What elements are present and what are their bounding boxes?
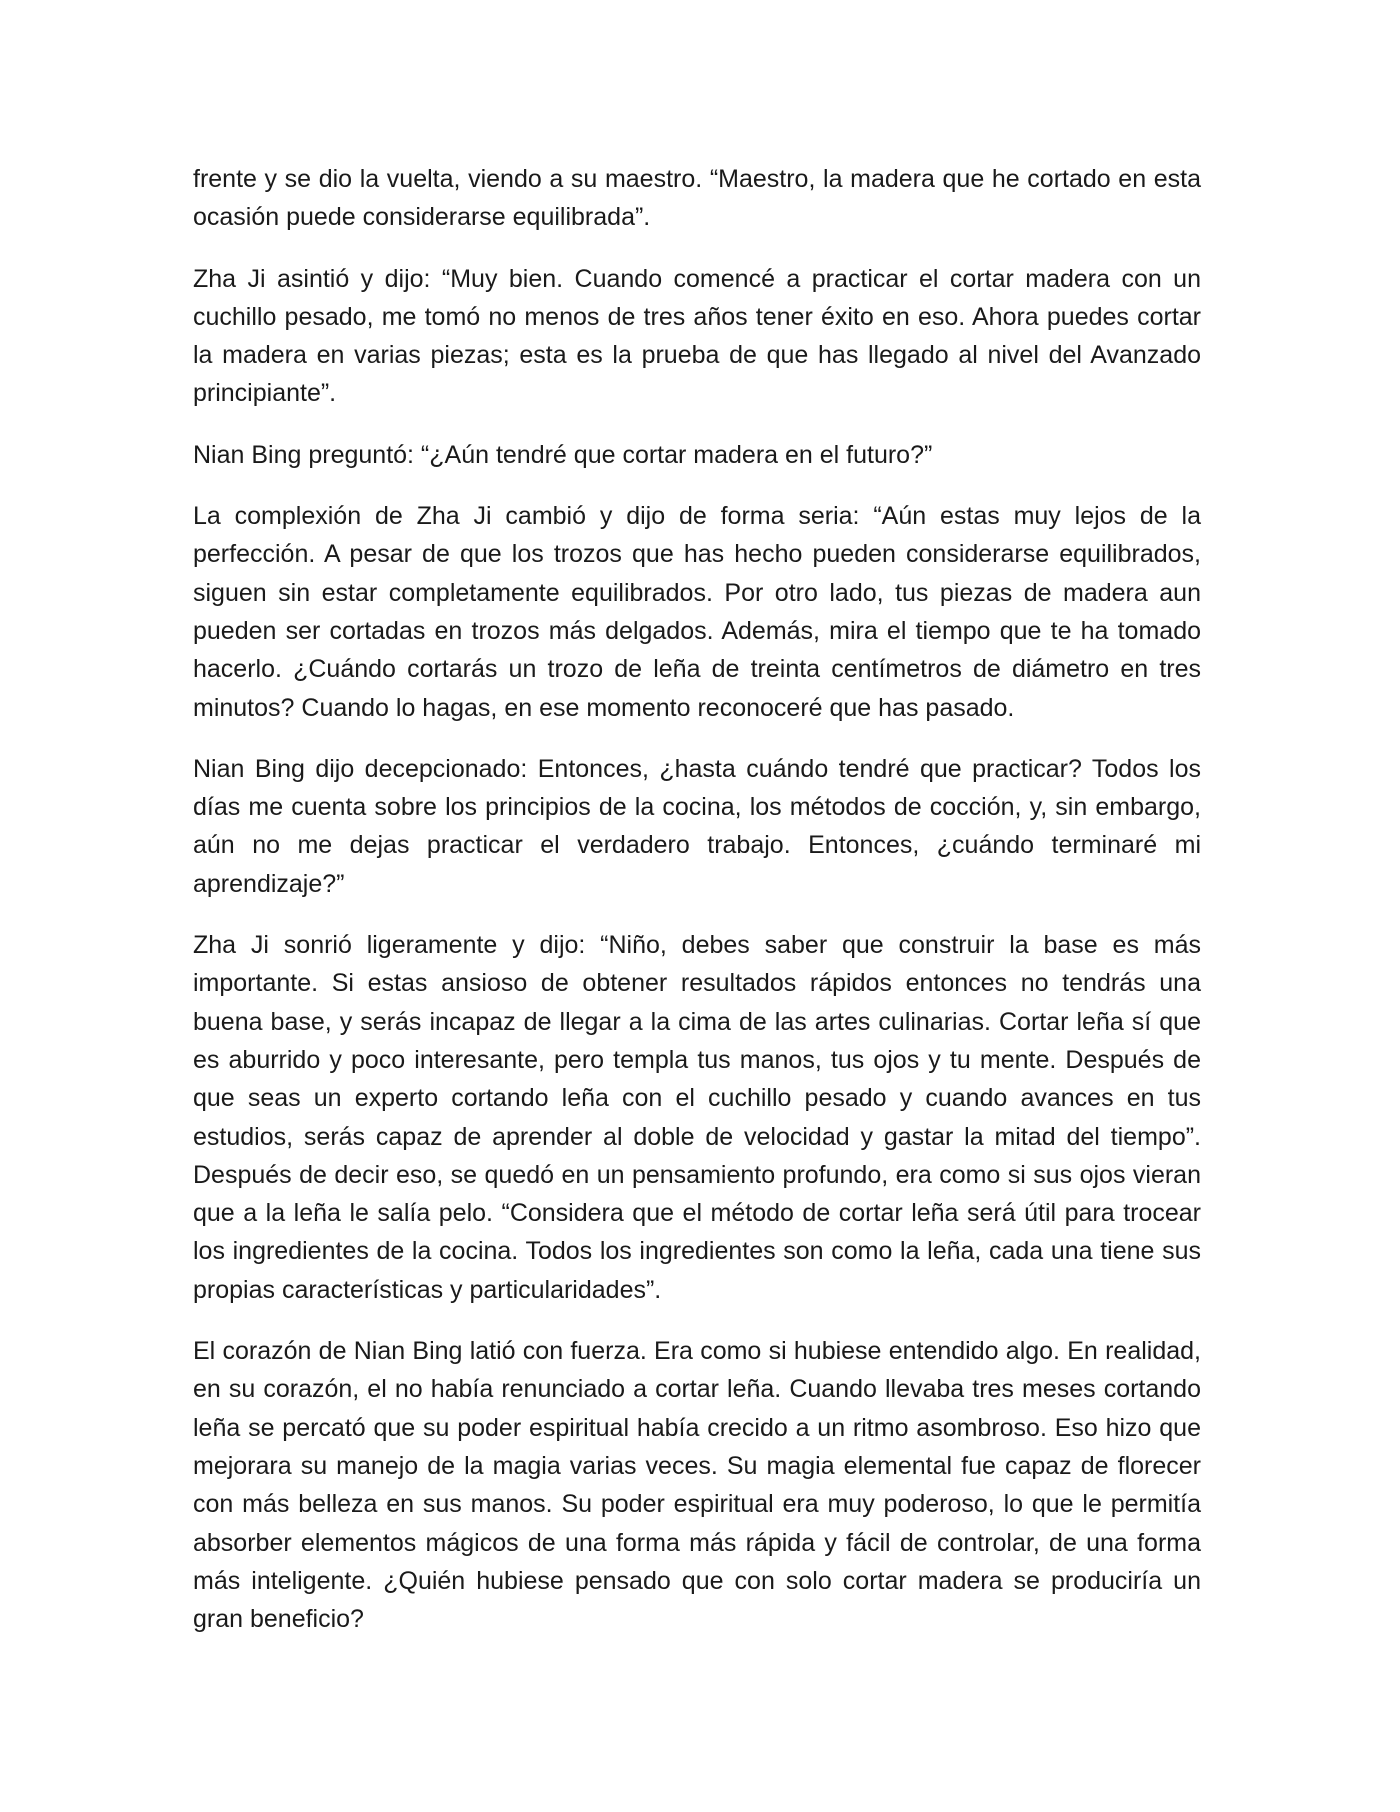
paragraph-3: Nian Bing preguntó: “¿Aún tendré que cortar madera en el futuro?” (193, 440, 933, 469)
paragraph-2: Zha Ji asintió y dijo: “Muy bien. Cuando comencé a practicar el cortar madera con un cuchillo pesado, me tomó no menos de tres años tener éxito en eso. Ahora puedes cortar la madera en varias piezas; esta es la prueba de que has llegado al nivel del Avanzado principiante”. (193, 264, 1201, 408)
paragraph-5: Nian Bing dijo decepcionado: Entonces, ¿hasta cuándo tendré que practicar? Todos los días me cuenta sobre los principios de la cocina, los métodos de cocción, y, sin embargo, aún no me dejas practicar el verdadero trabajo. Entonces, ¿cuándo terminaré mi aprendizaje?” (193, 754, 1201, 898)
document-page (193, 160, 1201, 1638)
paragraph-6: Zha Ji sonrió ligeramente y dijo: “Niño, debes saber que construir la base es más importante. Si estas ansioso de obtener resultados rápidos entonces no tendrás una buena base, y serás incapaz de llegar a la cima de las artes culinarias. Cortar leña sí que es aburrido y poco interesante, pero templa tus manos, tus ojos y tu mente. Después de que seas un experto cortando leña con el cuchillo pesado y cuando avances en tus estudios, serás capaz de aprender al doble de velocidad y gastar la mitad del tiempo”. Después de decir eso, se quedó en un pensamiento profundo, era como si sus ojos vieran que a la leña le salía pelo. “Considera que el método de cortar leña será útil para trocear los ingredientes de la cocina. Todos los ingredientes son como la leña, cada una tiene sus propias características y particularidades”. (193, 931, 1201, 1304)
paragraph-1: frente y se dio la vuelta, viendo a su maestro. “Maestro, la madera que he cortado en esta ocasión puede considerarse equilibrada”. (193, 165, 1201, 232)
paragraph-7: El corazón de Nian Bing latió con fuerza. Era como si hubiese entendido algo. En realidad, en su corazón, el no había renunciado a cortar leña. Cuando llevaba tres meses cortando leña se percató que su poder espiritual había crecido a un ritmo asombroso. Eso hizo que mejorara su manejo de la magia varias veces. Su magia elemental fue capaz de florecer con más belleza en sus manos. Su poder espiritual era muy poderoso, lo que le permitía absorber elementos mágicos de una forma más rápida y fácil de controlar, de una forma más inteligente. ¿Quién hubiese pensado que con solo cortar madera se produciría un gran beneficio? (193, 1337, 1201, 1634)
paragraph-4: La complexión de Zha Ji cambió y dijo de forma seria: “Aún estas muy lejos de la perfección. A pesar de que los trozos que has hecho pueden considerarse equilibrados, siguen sin estar completamente equilibrados. Por otro lado, tus piezas de madera aun pueden ser cortadas en trozos más delgados. Además, mira el tiempo que te ha tomado hacerlo. ¿Cuándo cortarás un trozo de leña de treinta centímetros de diámetro en tres minutos? Cuando lo hagas, en ese momento reconoceré que has pasado. (193, 502, 1201, 722)
